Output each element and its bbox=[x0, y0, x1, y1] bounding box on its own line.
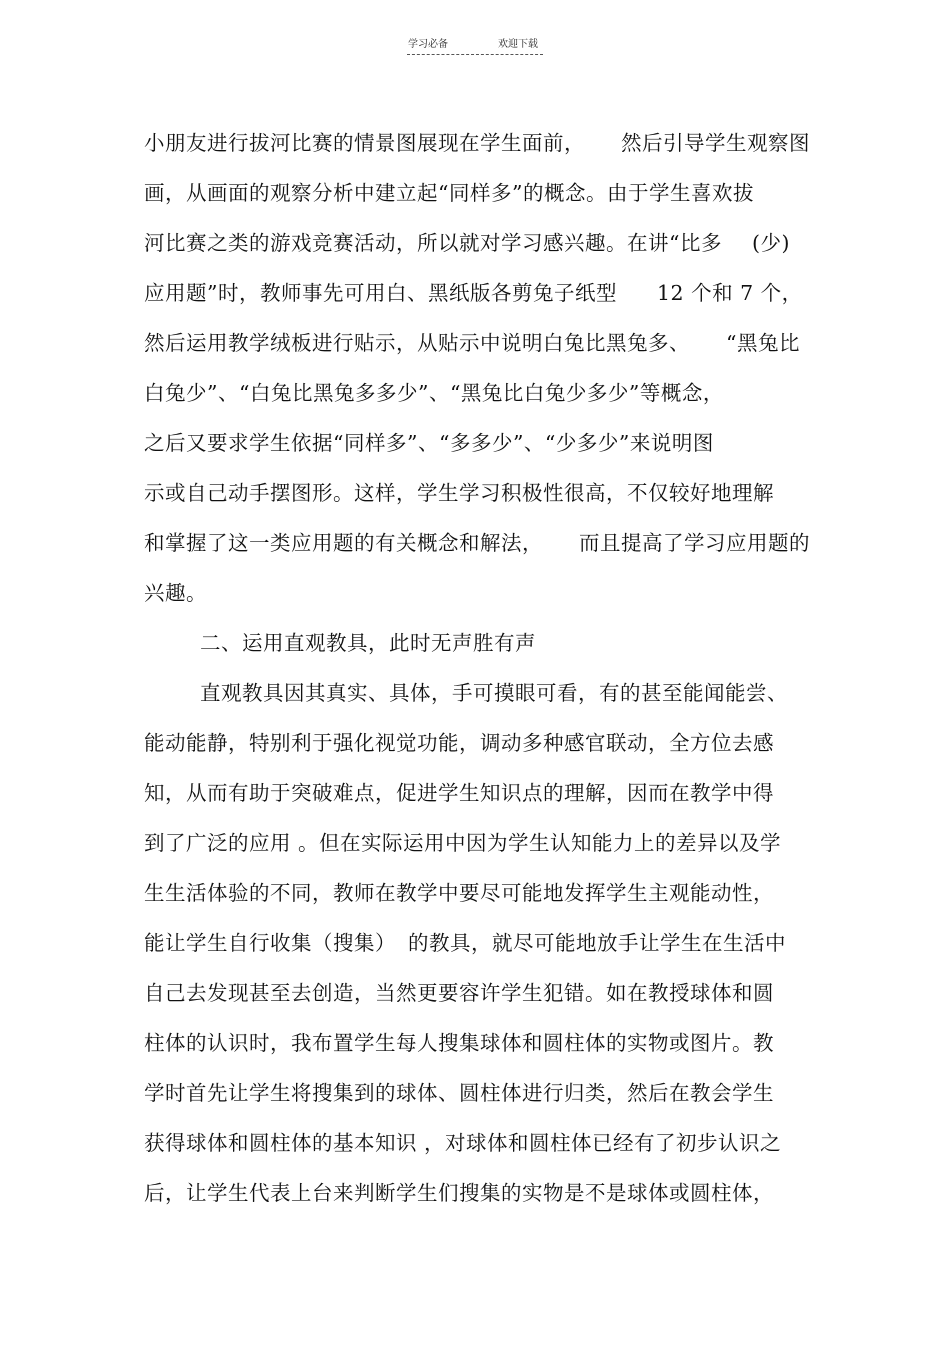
text-line: 示或自己动手摆图形。这样，学生学习积极性很高，不仅较好地理解 bbox=[144, 481, 774, 505]
header-left-text: 学习必备 bbox=[408, 39, 448, 50]
text-line: 知，从而有助于突破难点，促进学生知识点的理解，因而在教学中得 bbox=[144, 781, 774, 805]
text-line: 柱体的认识时，我布置学生每人搜集球体和圆柱体的实物或图片。教 bbox=[144, 1031, 774, 1055]
header-right-text: 欢迎下载 bbox=[498, 39, 538, 50]
header-divider bbox=[407, 54, 543, 55]
section-heading: 二、运用直观教具，此时无声胜有声 bbox=[200, 631, 536, 655]
text-line: 兴趣。 bbox=[144, 581, 207, 605]
text-line: 生生活体验的不同，教师在教学中要尽可能地发挥学生主观能动性， bbox=[144, 881, 774, 905]
text-line: 河比赛之类的游戏竞赛活动，所以就对学习感兴趣。在讲“比多 (少) bbox=[144, 231, 790, 255]
text-line: 能让学生自行收集（搜集） 的教具，就尽可能地放手让学生在生活中 bbox=[144, 931, 786, 955]
text-line: 画，从画面的观察分析中建立起“同样多”的概念。由于学生喜欢拔 bbox=[144, 181, 754, 205]
text-line: 能动能静，特别利于强化视觉功能，调动多种感官联动，全方位去感 bbox=[144, 731, 774, 755]
text-line: 之后又要求学生依据“同样多”、“多多少”、“少多少”来说明图 bbox=[144, 431, 714, 455]
text-line: 到了广泛的应用 。但在实际运用中因为学生认知能力上的差异以及学 bbox=[144, 831, 782, 855]
text-line: 自己去发现甚至去创造，当然更要容许学生犯错。如在教授球体和圆 bbox=[144, 981, 774, 1005]
text-line: 白兔少”、“白兔比黑兔多多少”、“黑兔比白兔少多少”等概念， bbox=[144, 381, 724, 405]
text-line: 然后运用教学绒板进行贴示，从贴示中说明白兔比黑兔多、 “黑兔比 bbox=[144, 331, 800, 355]
text-line: 应用题”时，教师事先可用白、黑纸版各剪兔子纸型 12 个和 7 个， bbox=[144, 281, 803, 305]
page-header bbox=[407, 38, 543, 58]
text-line: 后，让学生代表上台来判断学生们搜集的实物是不是球体或圆柱体， bbox=[144, 1181, 774, 1205]
text-line: 学时首先让学生将搜集到的球体、圆柱体进行归类，然后在教会学生 bbox=[144, 1081, 774, 1105]
text-line: 和掌握了这一类应用题的有关概念和解法， 而且提高了学习应用题的 bbox=[144, 531, 810, 555]
text-line: 获得球体和圆柱体的基本知识 ，对球体和圆柱体已经有了初步认识之 bbox=[144, 1131, 782, 1155]
text-line: 直观教具因其真实、具体，手可摸眼可看，有的甚至能闻能尝、 bbox=[200, 681, 788, 705]
text-line: 小朋友进行拔河比赛的情景图展现在学生面前， 然后引导学生观察图 bbox=[144, 131, 810, 155]
